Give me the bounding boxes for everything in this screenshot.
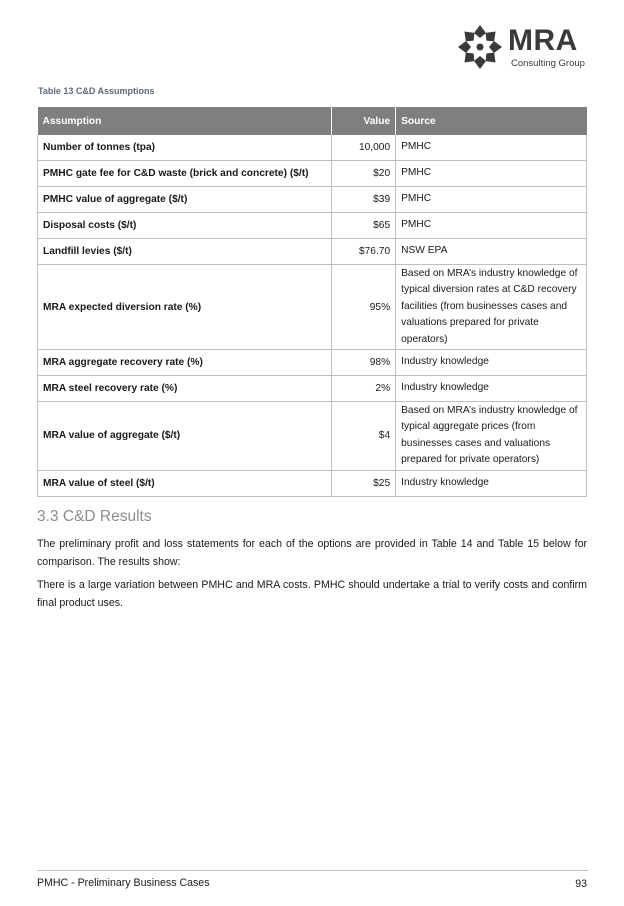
source-cell: Industry knowledge xyxy=(396,350,587,376)
value-cell: $20 xyxy=(332,161,396,187)
value-cell: $4 xyxy=(332,402,396,471)
table-row xyxy=(38,265,587,350)
mra-logo-icon xyxy=(455,22,505,72)
footer-divider xyxy=(37,870,588,871)
table-row xyxy=(38,376,587,402)
assumption-cell: MRA value of steel ($/t) xyxy=(38,470,332,496)
table-row xyxy=(38,239,587,265)
assumption-cell: MRA steel recovery rate (%) xyxy=(38,376,332,402)
source-cell: PMHC xyxy=(396,135,587,161)
table-row xyxy=(38,213,587,239)
section-heading: 3.3 C&D Results xyxy=(37,508,152,525)
assumption-cell: Number of tonnes (tpa) xyxy=(38,135,332,161)
source-cell: Industry knowledge xyxy=(396,376,587,402)
table-row xyxy=(38,187,587,213)
assumption-cell: PMHC gate fee for C&D waste (brick and concrete) ($/t) xyxy=(38,161,332,187)
value-cell: 2% xyxy=(332,376,396,402)
value-cell: 98% xyxy=(332,350,396,376)
body-paragraph: There is a large variation between PMHC and MRA costs. PMHC should undertake a trial to verify costs and confirm final product uses. xyxy=(37,579,587,610)
column-header-value: Value xyxy=(332,107,396,135)
value-cell: $65 xyxy=(332,213,396,239)
value-cell: $39 xyxy=(332,187,396,213)
assumption-cell: MRA value of aggregate ($/t) xyxy=(38,402,332,471)
logo-wordmark: MRA xyxy=(508,24,578,57)
source-cell: PMHC xyxy=(396,213,587,239)
value-cell: 10,000 xyxy=(332,135,396,161)
source-cell: PMHC xyxy=(396,187,587,213)
assumptions-table xyxy=(37,107,587,497)
body-paragraph: The preliminary profit and loss statements for each of the options are provided in Table 14 and Table 15 below for comparison. The results show: xyxy=(37,538,587,569)
source-cell: Industry knowledge xyxy=(396,470,587,496)
assumption-cell: Landfill levies ($/t) xyxy=(38,239,332,265)
source-cell: Based on MRA’s industry knowledge of typical aggregate prices (from businesses cases and valuations prepared for private operators) xyxy=(396,402,587,471)
table-row xyxy=(38,470,587,496)
table-header-row xyxy=(38,107,587,135)
page-number: 93 xyxy=(575,878,587,890)
source-cell: PMHC xyxy=(396,161,587,187)
assumption-cell: MRA aggregate recovery rate (%) xyxy=(38,350,332,376)
assumption-cell: PMHC value of aggregate ($/t) xyxy=(38,187,332,213)
column-header-assumption: Assumption xyxy=(38,107,332,135)
table-row xyxy=(38,135,587,161)
value-cell: $25 xyxy=(332,470,396,496)
value-cell: 95% xyxy=(332,265,396,350)
value-cell: $76.70 xyxy=(332,239,396,265)
assumption-cell: MRA expected diversion rate (%) xyxy=(38,265,332,350)
footer-document-title: PMHC - Preliminary Business Cases xyxy=(37,877,210,889)
source-cell: NSW EPA xyxy=(396,239,587,265)
company-logo xyxy=(455,22,587,74)
table-row xyxy=(38,161,587,187)
table-caption: Table 13 C&D Assumptions xyxy=(38,86,155,96)
assumption-cell: Disposal costs ($/t) xyxy=(38,213,332,239)
source-cell: Based on MRA’s industry knowledge of typical diversion rates at C&D recovery facilities (from businesses cases and valuations prepared for private operators) xyxy=(396,265,587,350)
table-row xyxy=(38,350,587,376)
table-row xyxy=(38,402,587,471)
column-header-source: Source xyxy=(396,107,587,135)
logo-subtext: Consulting Group xyxy=(511,58,585,69)
